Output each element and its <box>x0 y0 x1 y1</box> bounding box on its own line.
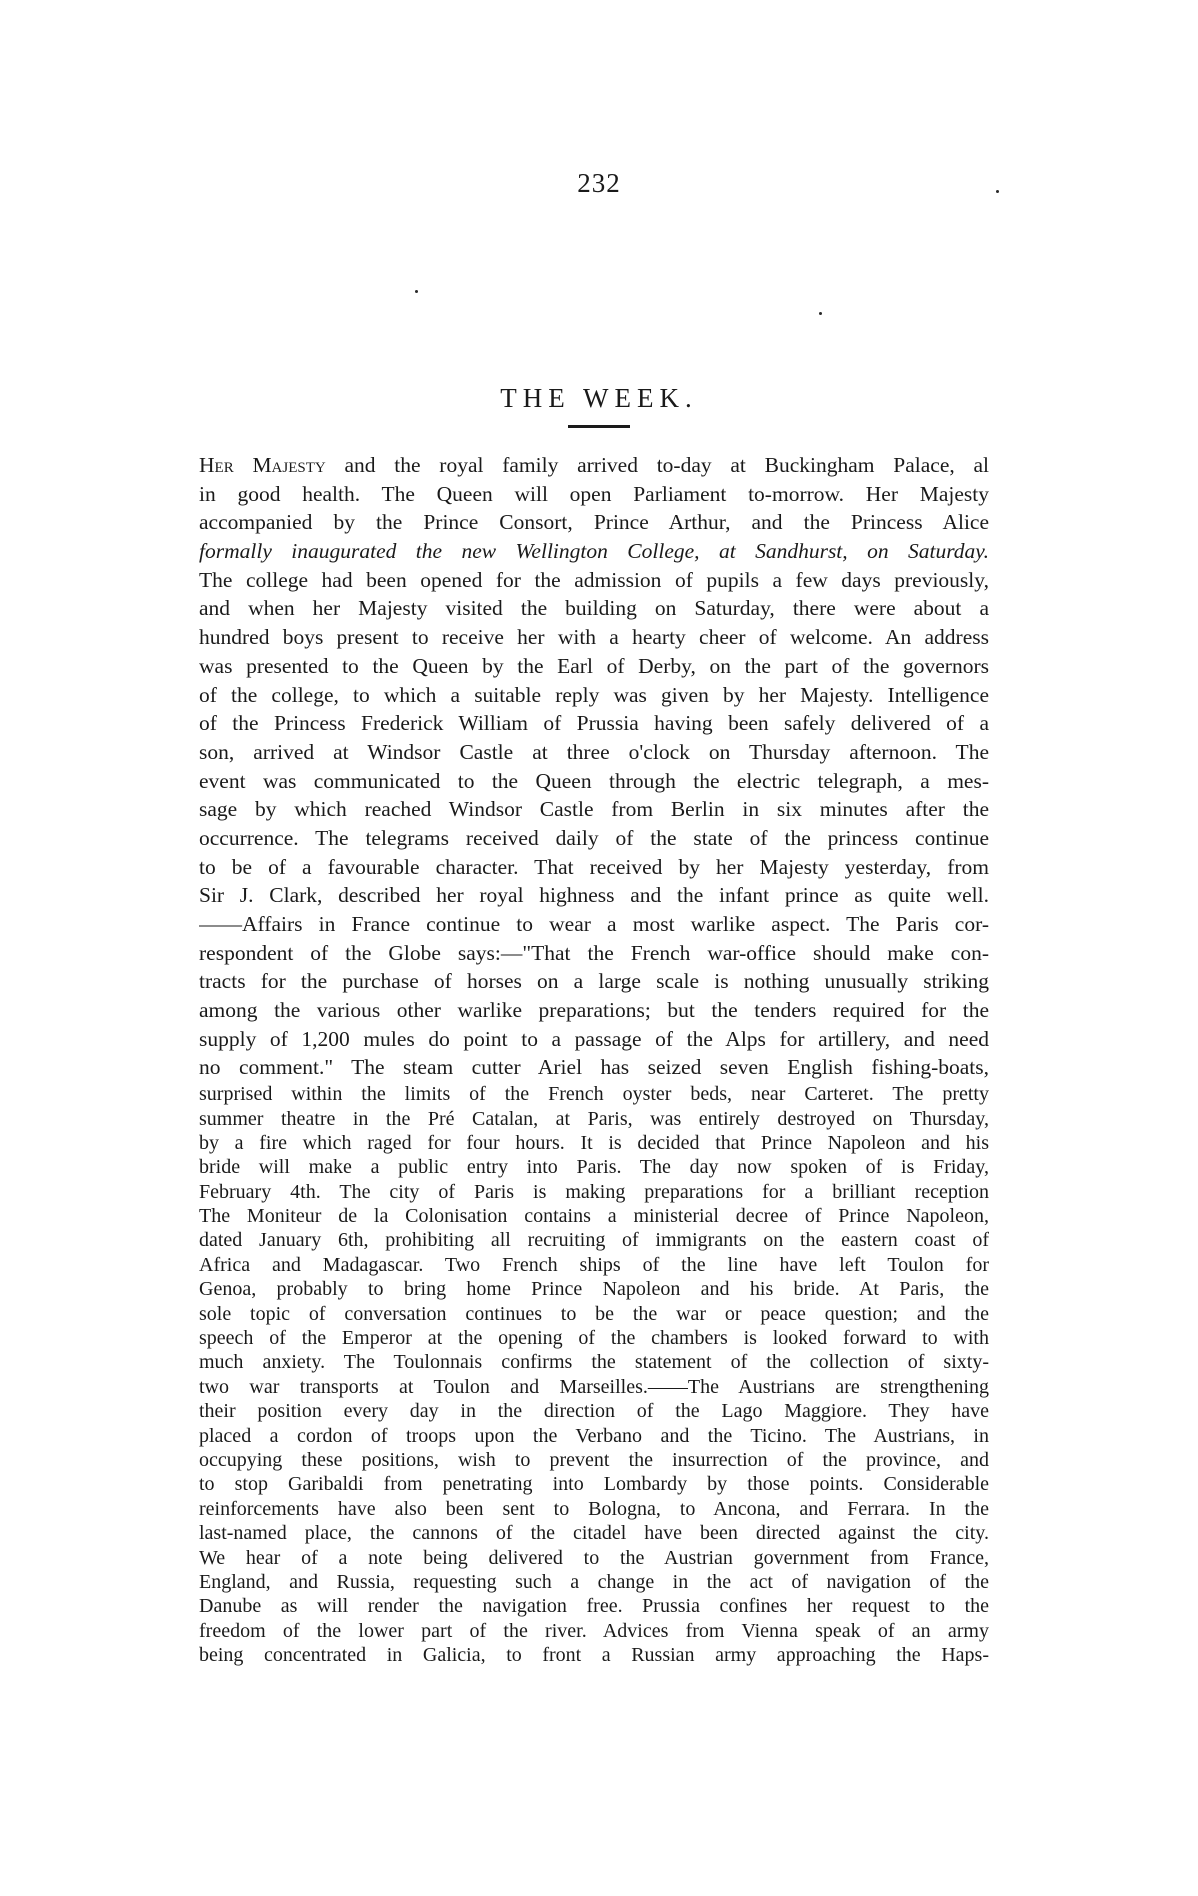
ink-speck <box>996 190 999 193</box>
ink-speck <box>819 312 822 315</box>
article-line: by a fire which raged for four hours. It is decided that Prince Napoleon and his <box>199 1131 989 1154</box>
article-line: sage by which reached Windsor Castle from Berlin in six minutes after the <box>199 797 989 822</box>
article-line: respondent of the Globe says:—"That the French war-office should make con- <box>199 940 989 965</box>
article-line: among the various other warlike preparations; but the tenders required for the <box>199 998 989 1023</box>
article-line: Africa and Madagascar. Two French ships of the line have left Toulon for <box>199 1253 989 1276</box>
article-line: hundred boys present to receive her with a hearty cheer of welcome. An address <box>199 625 989 650</box>
article-line: freedom of the lower part of the river. Advices from Vienna speak of an army <box>199 1619 989 1642</box>
article-line: reinforcements have also been sent to Bologna, to Ancona, and Ferrara. In the <box>199 1497 989 1520</box>
article-line: occupying these positions, wish to prevent the insurrection of the province, and <box>199 1448 989 1471</box>
article-line: placed a cordon of troops upon the Verbano and the Ticino. The Austrians, in <box>199 1424 989 1447</box>
article-line: two war transports at Toulon and Marseilles.——The Austrians are strengthening <box>199 1375 989 1398</box>
opening-smallcaps: Her Majesty <box>199 453 326 477</box>
article-line: The Moniteur de la Colonisation contains a ministerial decree of Prince Napoleon, <box>199 1205 989 1228</box>
article-line: February 4th. The city of Paris is making preparations for a brilliant reception <box>199 1180 989 1203</box>
article-line: summer theatre in the Pré Catalan, at Paris, was entirely destroyed on Thursday, <box>199 1107 989 1130</box>
article-line: to stop Garibaldi from penetrating into Lombardy by those points. Considerable <box>199 1473 989 1496</box>
article-line: ——Affairs in France continue to wear a most warlike aspect. The Paris cor- <box>199 912 989 936</box>
article-line: speech of the Emperor at the opening of the chambers is looked forward to with <box>199 1327 989 1350</box>
article-line: of the college, to which a suitable reply was given by her Majesty. Intelligence <box>199 682 989 707</box>
title-rule <box>568 425 630 428</box>
article-line: Sir J. Clark, described her royal highness and the infant prince as quite well. <box>199 883 989 908</box>
article-line: last-named place, the cannons of the citadel have been directed against the city. <box>199 1522 989 1545</box>
article-line: bride will make a public entry into Paris. The day now spoken of is Friday, <box>199 1156 989 1179</box>
article-line: accompanied by the Prince Consort, Prince Arthur, and the Princess Alice <box>199 510 989 535</box>
article-line: tracts for the purchase of horses on a large scale is nothing unusually striking <box>199 969 989 994</box>
article-line: formally inaugurated the new Wellington College, at Sandhurst, on Saturday. <box>199 539 989 564</box>
article-line: their position every day in the direction of the Lago Maggiore. They have <box>199 1400 989 1423</box>
article-line: Genoa, probably to bring home Prince Napoleon and his bride. At Paris, the <box>199 1278 989 1301</box>
article-line: dated January 6th, prohibiting all recruiting of immigrants on the eastern coast of <box>199 1229 989 1252</box>
article-line: in good health. The Queen will open Parliament to-morrow. Her Majesty <box>199 481 989 506</box>
article-line: occurrence. The telegrams received daily of the state of the princess continue <box>199 825 989 850</box>
article-line: to be of a favourable character. That received by her Majesty yesterday, from <box>199 854 989 879</box>
page-number: 232 <box>577 168 621 198</box>
article-line: was presented to the Queen by the Earl of Derby, on the part of the governors <box>199 653 989 678</box>
article-line: supply of 1,200 mules do point to a passage of the Alps for artillery, and need <box>199 1026 989 1051</box>
ink-speck <box>415 290 418 293</box>
article-body <box>199 451 989 1668</box>
article-line: and when her Majesty visited the building on Saturday, there were about a <box>199 596 989 621</box>
article-line: sole topic of conversation continues to be the war or peace question; and the <box>199 1302 989 1325</box>
article-line: much anxiety. The Toulonnais confirms the statement of the collection of sixty- <box>199 1351 989 1374</box>
article-line: England, and Russia, requesting such a change in the act of navigation of the <box>199 1570 989 1593</box>
article-line: event was communicated to the Queen through the electric telegraph, a mes- <box>199 768 989 793</box>
article-line: We hear of a note being delivered to the Austrian government from France, <box>199 1546 989 1569</box>
article-line: Danube as will render the navigation free. Prussia confines her request to the <box>199 1595 989 1618</box>
page-title: THE WEEK. <box>500 383 698 414</box>
article-line: of the Princess Frederick William of Prussia having been safely delivered of a <box>199 711 989 736</box>
article-line: Her Majesty and the royal family arrived to-day at Buckingham Palace, al <box>199 453 989 477</box>
article-line: son, arrived at Windsor Castle at three o'clock on Thursday afternoon. The <box>199 739 989 764</box>
article-line: no comment." The steam cutter Ariel has seized seven English fishing-boats, <box>199 1055 989 1080</box>
article-line: The college had been opened for the admission of pupils a few days previously, <box>199 567 989 592</box>
article-line: surprised within the limits of the French oyster beds, near Carteret. The pretty <box>199 1083 989 1106</box>
article-line: being concentrated in Galicia, to front a Russian army approaching the Haps- <box>199 1644 989 1667</box>
